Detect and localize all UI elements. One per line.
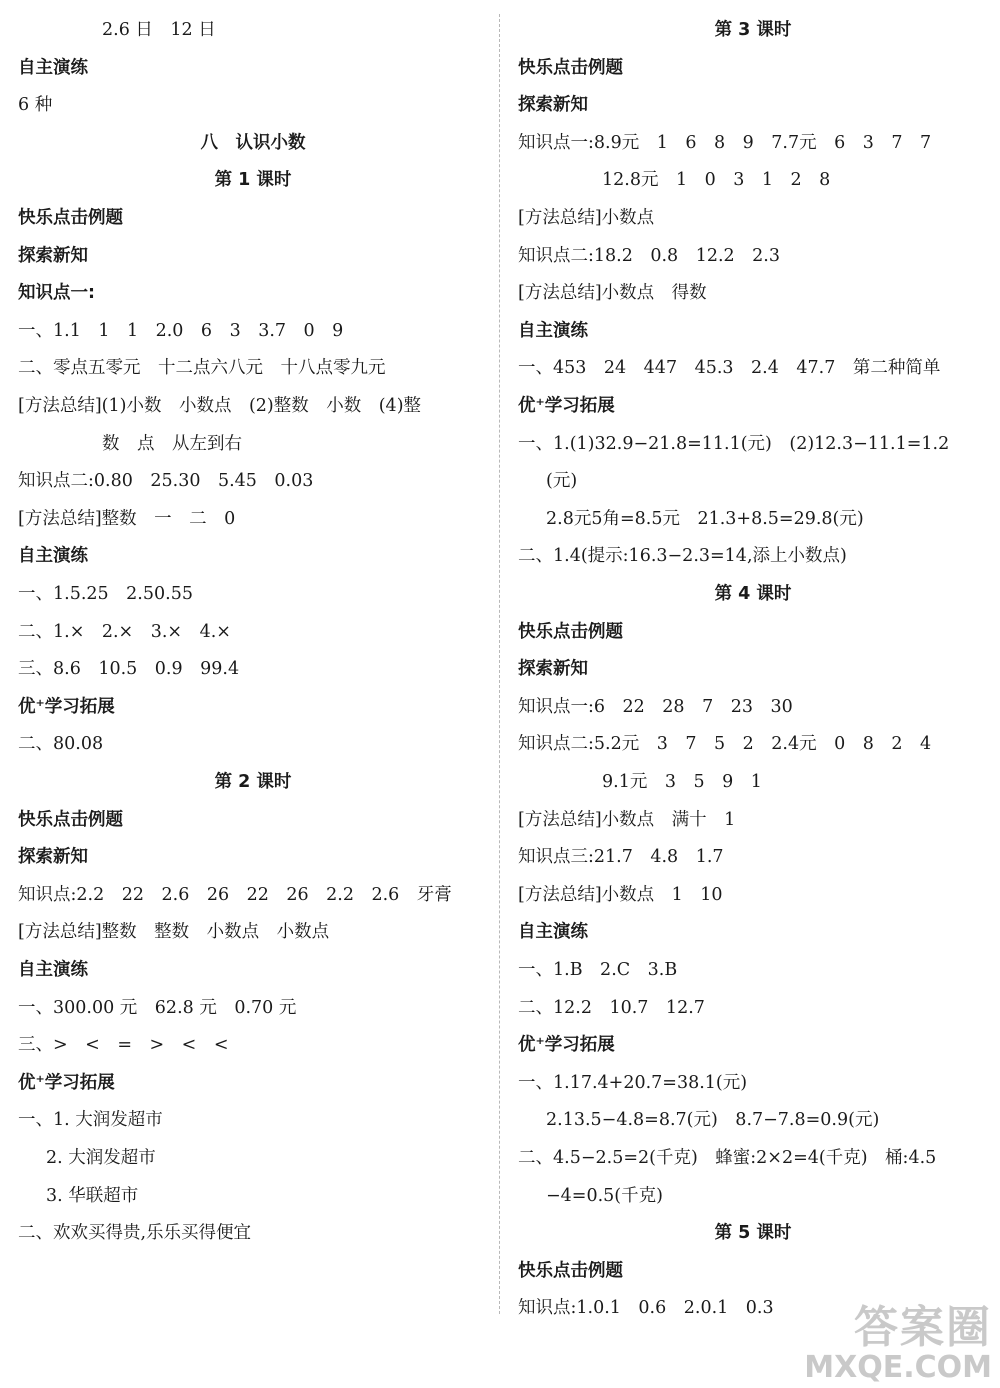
answer-line: 二、零点五零元 十二点六八元 十八点零九元: [18, 358, 386, 379]
subheading: 优⁺学习拓展: [18, 696, 115, 717]
answer-line: (元): [546, 471, 578, 492]
answer-line: 一、300.00 元 62.8 元 0.70 元: [18, 997, 297, 1018]
section-heading: 第 1 课时: [214, 170, 292, 191]
answer-line: 一、1.1 1 1 2.0 6 3 3.7 0 9: [18, 320, 344, 341]
answer-line: 一、453 24 447 45.3 2.4 47.7 第二种简单: [518, 358, 941, 379]
subheading: 优⁺学习拓展: [518, 396, 615, 416]
answer-line: 一、1.B 2.C 3.B: [518, 960, 678, 980]
answer-line: 一、1.(1)32.9−21.8=11.1(元) (2)12.3−11.1=1.2: [518, 433, 950, 454]
answer-line: 知识点三:21.7 4.8 1.7: [518, 847, 724, 868]
answer-line: 2.13.5−4.8=8.7(元) 8.7−7.8=0.9(元): [546, 1110, 880, 1131]
answer-line: 知识点一:8.9元 1 6 8 9 7.7元 6 3 7 7: [518, 132, 932, 153]
section-heading: 八 认识小数: [200, 132, 306, 153]
answer-line: 3. 华联超市: [46, 1185, 139, 1206]
subheading: 自主演练: [18, 960, 88, 980]
section-heading: 第 5 课时: [714, 1223, 792, 1244]
answer-line: [方法总结](1)小数 小数点 (2)整数 小数 (4)整: [18, 396, 422, 416]
answer-line: 知识点:2.2 22 2.6 26 22 26 2.2 2.6 牙膏: [18, 884, 452, 905]
answer-line: [方法总结]小数点: [518, 208, 655, 228]
answer-line: 12.8元 1 0 3 1 2 8: [602, 170, 831, 191]
subheading: 快乐点击例题: [518, 1260, 623, 1281]
watermark-url: MXQE.COM: [804, 1350, 992, 1385]
subheading: 自主演练: [18, 546, 88, 567]
subheading: 探索新知: [518, 95, 588, 116]
answer-line: [方法总结]小数点 1 10: [518, 884, 723, 905]
section-heading: 第 2 课时: [214, 772, 292, 792]
answer-line: 知识点二:18.2 0.8 12.2 2.3: [518, 245, 780, 266]
answer-line: [方法总结]整数 整数 小数点 小数点: [18, 922, 330, 943]
subheading: 自主演练: [518, 922, 588, 943]
subheading: 优⁺学习拓展: [518, 1035, 615, 1056]
section-heading: 第 4 课时: [714, 584, 792, 604]
watermark-logo-text: 答案圈: [854, 1302, 992, 1353]
answer-line: 6 种: [18, 95, 53, 116]
subheading: 自主演练: [518, 320, 588, 341]
answer-line: [方法总结]小数点 满十 1: [518, 809, 736, 830]
answer-line: 二、1.× 2.× 3.× 4.×: [18, 621, 231, 642]
subheading: 快乐点击例题: [18, 809, 123, 830]
answer-line: 2. 大润发超市: [46, 1148, 156, 1168]
answer-line: 知识点:1.0.1 0.6 2.0.1 0.3: [518, 1298, 774, 1319]
watermark: [804, 1304, 992, 1384]
answer-line: 三、> < = > < <: [18, 1035, 229, 1056]
answer-line: 一、1.5.25 2.50.55: [18, 584, 193, 604]
answer-line: 二、欢欢买得贵,乐乐买得便宜: [18, 1223, 252, 1244]
answer-line: 二、1.4(提示:16.3−2.3=14,添上小数点): [518, 546, 847, 567]
answer-line: 9.1元 3 5 9 1: [602, 772, 762, 792]
subheading: 知识点一:: [18, 283, 95, 304]
subheading: 探索新知: [18, 847, 88, 868]
subheading: 优⁺学习拓展: [18, 1072, 115, 1093]
answer-line: 二、4.5−2.5=2(千克) 蜂蜜:2×2=4(千克) 桶:4.5: [518, 1148, 937, 1168]
subheading: 快乐点击例题: [18, 208, 123, 228]
answer-line: [方法总结]小数点 得数: [518, 283, 707, 304]
answer-line: 知识点一:6 22 28 7 23 30: [518, 696, 793, 717]
answer-line: 三、8.6 10.5 0.9 99.4: [18, 659, 240, 680]
section-heading: 第 3 课时: [714, 20, 792, 40]
subheading: 探索新知: [518, 659, 588, 680]
answer-line: 一、1. 大润发超市: [18, 1110, 163, 1131]
answer-line: 2.8元5角=8.5元 21.3+8.5=29.8(元): [546, 508, 864, 529]
answer-line: 2.6 日 12 日: [102, 20, 216, 40]
subheading: 快乐点击例题: [518, 57, 623, 78]
answer-line: 知识点二:0.80 25.30 5.45 0.03: [18, 471, 314, 492]
answer-line: 二、80.08: [18, 734, 104, 755]
column-divider: [499, 14, 500, 1314]
answer-line: 二、12.2 10.7 12.7: [518, 997, 705, 1018]
subheading: 自主演练: [18, 57, 88, 78]
answer-line: [方法总结]整数 一 二 0: [18, 508, 236, 529]
subheading: 探索新知: [18, 245, 88, 266]
subheading: 快乐点击例题: [518, 621, 623, 642]
answer-line: 一、1.17.4+20.7=38.1(元): [518, 1072, 748, 1093]
answer-line: 数 点 从左到右: [102, 433, 242, 454]
answer-line: 知识点二:5.2元 3 7 5 2 2.4元 0 8 2 4: [518, 734, 932, 755]
answer-line: −4=0.5(千克): [546, 1185, 663, 1206]
